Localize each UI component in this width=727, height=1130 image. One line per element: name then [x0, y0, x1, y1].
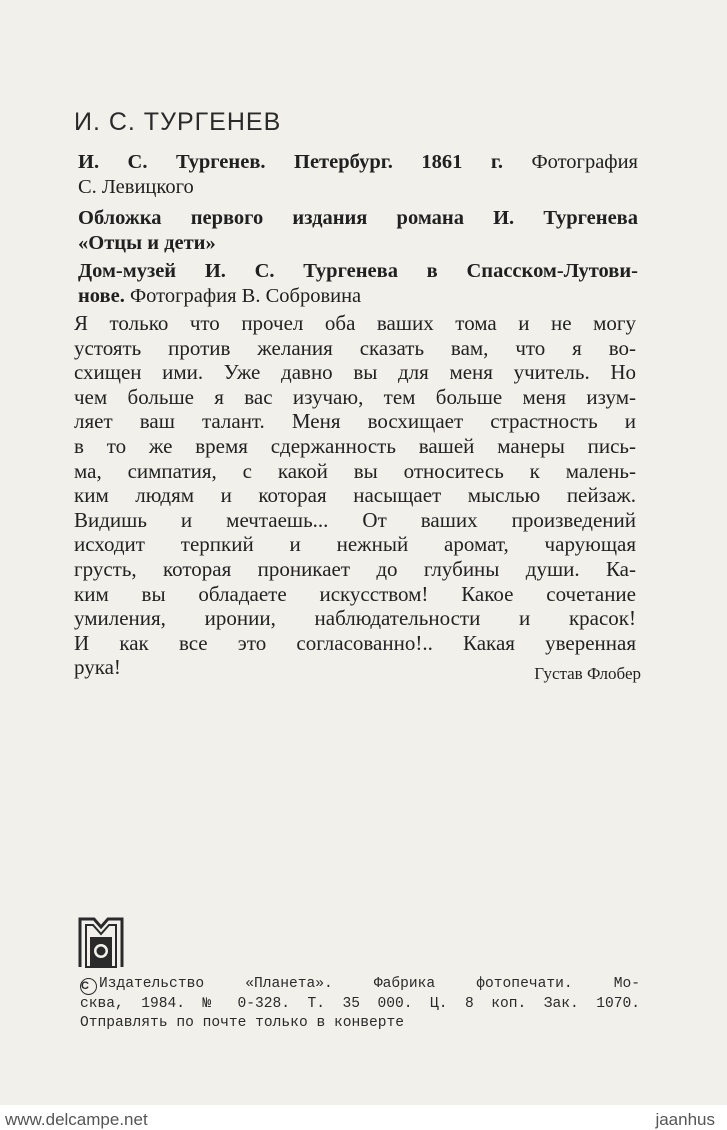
quote-line: в то же время сдержанность вашей манеры пись- — [74, 433, 636, 458]
quote-line: ким людям и которая насыщает мыслью пейзаж. — [74, 483, 636, 508]
quote-line: Я только что прочел оба ваших тома и не могу — [74, 311, 636, 335]
caption-book-cover — [78, 206, 638, 256]
caption-line — [78, 206, 638, 231]
quote-line: ма, симпатия, с какой вы относитесь к малень- — [74, 458, 636, 483]
caption-bold-text: Дом-музей И. С. Тургенева в Спасском-Лутови- — [78, 260, 638, 282]
quote-line: ляет ваш талант. Меня восхищает страстность и — [74, 409, 636, 434]
quote-line: рука! — [74, 655, 121, 680]
caption-regular-text: Фотография — [502, 151, 638, 173]
card-title: И. С. ТУРГЕНЕВ — [74, 108, 282, 136]
quote-line: ким вы обладаете искусством! Какое сочетание — [74, 581, 636, 606]
quote-line: исходит терпкий и нежный аромат, чарующая — [74, 532, 636, 557]
planeta-publisher-logo-icon — [78, 917, 124, 969]
watermark-footer — [0, 1105, 727, 1130]
imprint-text: Издательство «Планета». Фабрика фотопечати. Мо- — [99, 976, 640, 992]
caption-portrait — [78, 150, 638, 200]
caption-line — [78, 231, 638, 256]
caption-line — [78, 259, 638, 284]
caption-line — [78, 150, 638, 175]
imprint-line: сква, 1984. № 0-328. Т. 35 000. Ц. 8 коп. Зак. 1070. — [80, 996, 640, 1012]
caption-house-museum — [78, 259, 638, 309]
publisher-imprint — [80, 975, 640, 1033]
caption-regular-text: С. Левицкого — [78, 176, 194, 198]
caption-line — [78, 284, 638, 309]
quote-line: Видишь и мечтаешь... От ваших произведений — [74, 507, 636, 532]
caption-bold-text: нове. — [78, 285, 125, 307]
quote-line: схищен ими. Уже давно вы для меня учитель. Но — [74, 360, 636, 385]
caption-regular-text: Фотография В. Собровина — [124, 285, 362, 307]
quote-line: грусть, которая проникает до глубины души. Ка- — [74, 556, 636, 581]
quote-line: И как все это согласованно!.. Какая уверенная — [74, 630, 636, 655]
caption-bold-text: «Отцы и дети» — [78, 232, 216, 254]
copyright-icon: С — [80, 978, 97, 995]
caption-line — [78, 175, 638, 200]
imprint-line — [80, 975, 640, 995]
imprint-line: Отправлять по почте только в конверте — [80, 1015, 405, 1032]
quote-line: устоять против желания сказать вам, что я во- — [74, 335, 636, 360]
footer-seller-label: jaanhus — [655, 1110, 715, 1129]
flaubert-quote — [74, 311, 636, 680]
quote-author: Густав Флобер — [534, 664, 641, 683]
caption-bold-text: Обложка первого издания романа И. Тургенева — [78, 207, 638, 229]
footer-site-label: www.delcampe.net — [5, 1110, 148, 1129]
quote-line: чем больше я вас изучаю, тем больше меня изум- — [74, 384, 636, 409]
caption-bold-text: И. С. Тургенев. Петербург. 1861 г. — [78, 151, 503, 173]
quote-line: умиления, иронии, наблюдательности и красок! — [74, 606, 636, 631]
